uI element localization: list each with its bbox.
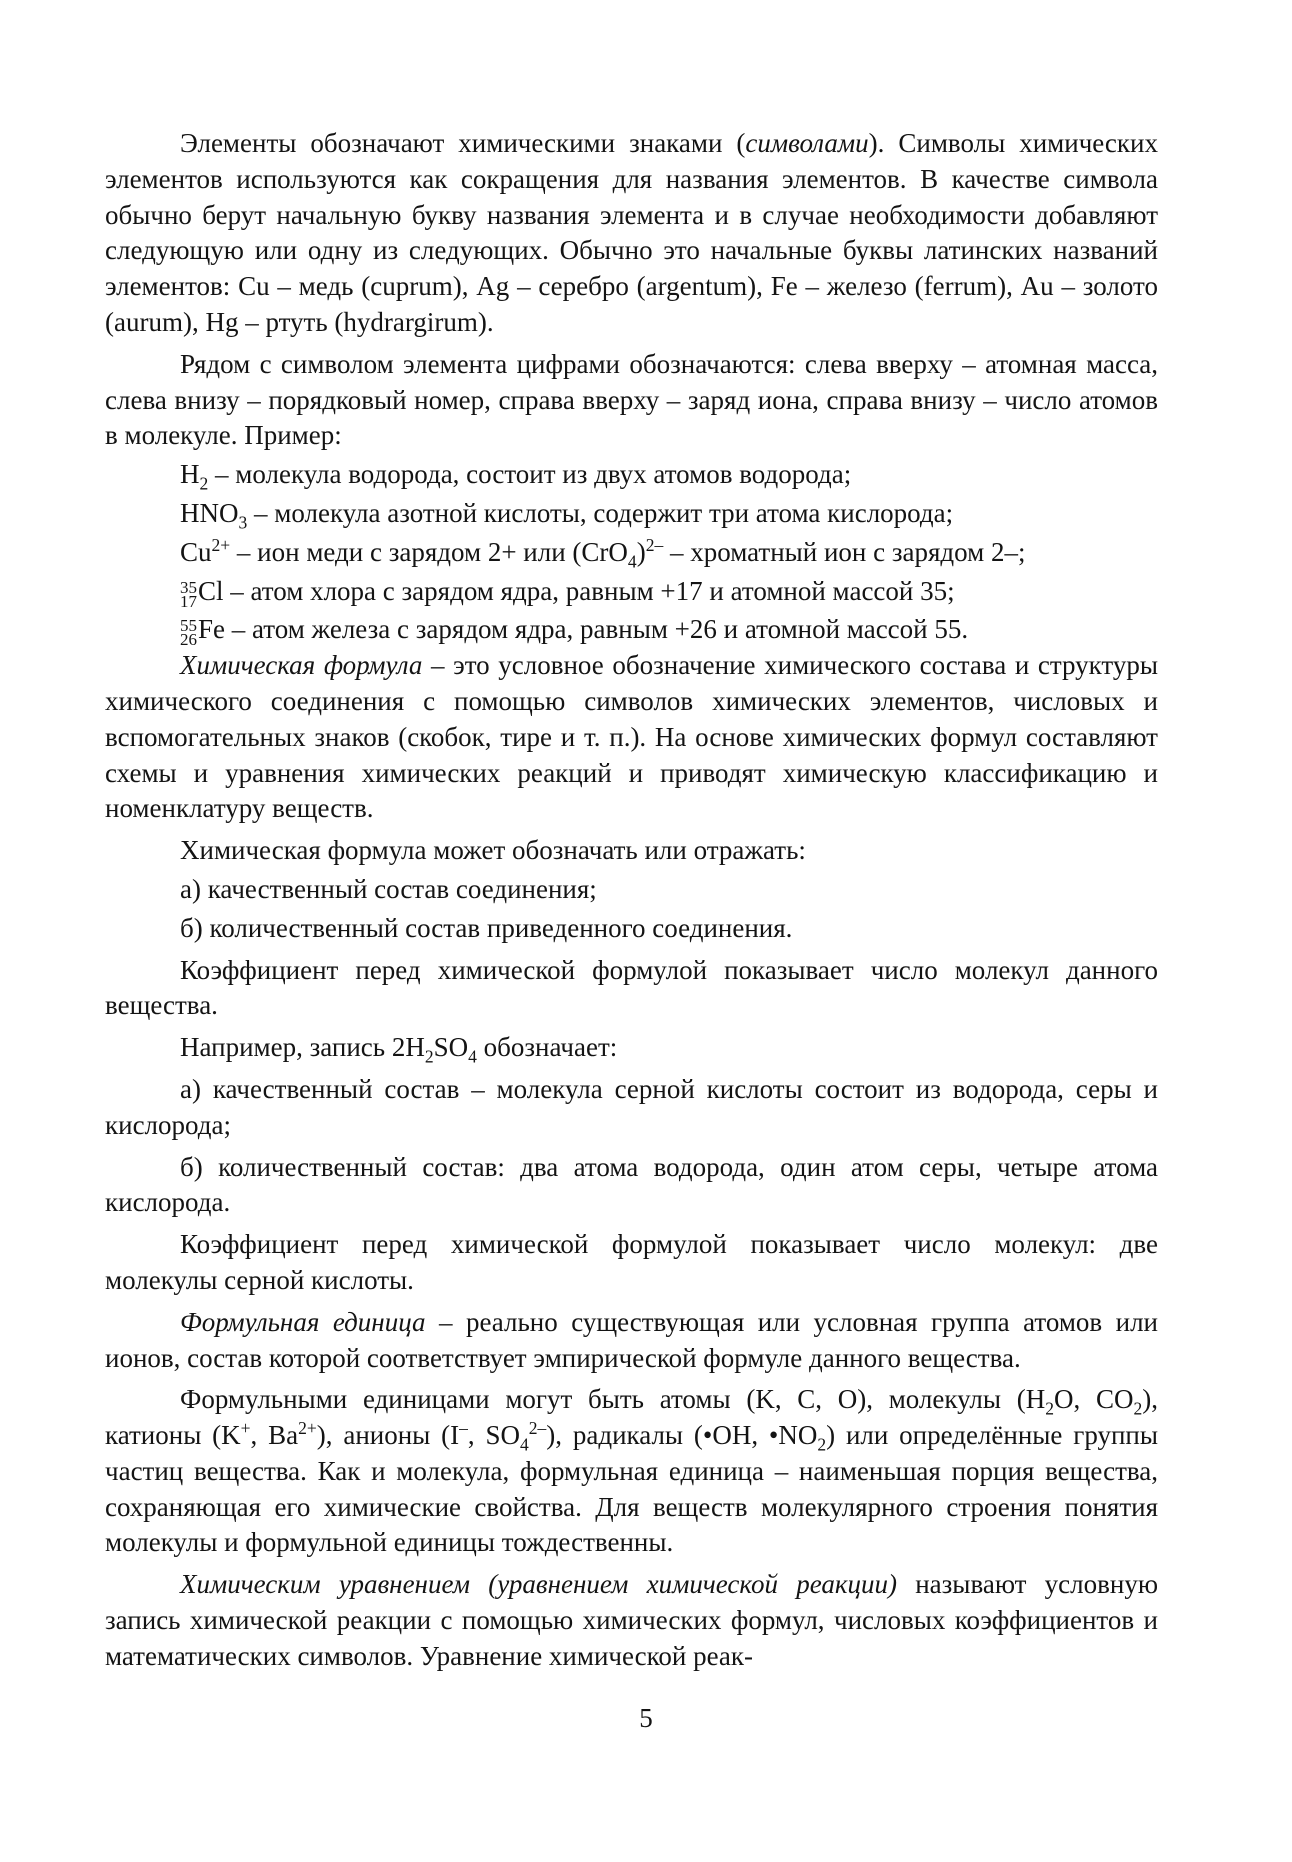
example-hno3: $HNO_3$ – молекула азотной кислоты, содержит три атома кислорода;: [180, 497, 954, 533]
page-body: [105, 126, 1158, 1675]
example-copper-ion: $Cu^{2+}$ – ион меди с зарядом 2+ или $(CrO_4)^{2-}$ – хроматный ион с зарядом 2–;: [180, 534, 1026, 572]
nuclide-notation: 55 26: [180, 616, 197, 650]
list-item-qualitative: а) качественный состав соединения;: [180, 873, 597, 904]
paragraph-formula-unit: Формульная единица – реально существующая или условная группа атомов или ионов, состав которой соответствует эмпирической формуле данного вещества.: [105, 1306, 1158, 1373]
paragraph-formula-meaning: Химическая формула может обозначать или отражать:: [180, 835, 806, 866]
paragraph-formula-unit-examples: Формульными единицами могут быть атомы (K, C, O), молекулы ($H_2O$, $CO_2$), катионы (K+, $Ba^{2+}$), анионы (I–, $SO_4^{2-}$), радикалы (•OH, $•NO_2$) или определённые группы частиц вещества. Как и молекула, формульная единица – наименьшая порция вещества, сохраняющая его химические свойства. Для веществ молекулярного строения понятия молекулы и формульной единицы тождественны.: [105, 1384, 1158, 1558]
page-number: 5: [639, 1703, 653, 1733]
paragraph-element-symbols: Элементы обозначают химическими знаками (символами). Символы химических элементов используются как сокращения для названия элементов. В качестве символа обычно берут начальную букву названия элемента и в случае необходимости добавляют следующую или одну из следующих. Обычно это начальные буквы латинских названий элементов: Cu – медь (cuprum), Ag – серебро (argentum), Fe – железо (ferrum), Au – золото (aurum), Hg – ртуть (hydrargirum).: [105, 128, 1158, 337]
paragraph-example-h2so4: Например, запись $2H_2SO_4$ обозначает:: [180, 1032, 618, 1067]
paragraph-chemical-equation: Химическим уравнением (уравнением химической реакции) называют условную запись химической реакции с помощью химических формул, числовых коэффициентов и математических символов. Уравнение химической реак-: [105, 1569, 1159, 1671]
paragraph-coefficient: Коэффициент перед химической формулой показывает число молекул данного вещества.: [105, 954, 1158, 1021]
list-item-quantitative: б) количественный состав приведенного соединения.: [180, 912, 793, 943]
list-item-h2so4-qualitative: а) качественный состав – молекула серной кислоты состоит из водорода, серы и кислорода;: [105, 1073, 1158, 1140]
example-chlorine: 35 17 Cl – атом хлора с зарядом ядра, равным +17 и атомной массой 35;: [180, 575, 955, 611]
paragraph-coefficient-example: Коэффициент перед химической формулой показывает число молекул: две молекулы серной кислоты.: [105, 1229, 1158, 1295]
nuclide-notation: 35 17: [180, 577, 197, 611]
paragraph-symbol-notation: Рядом с символом элемента цифрами обозначаются: слева вверху – атомная масса, слева внизу – порядковый номер, справа вверху – заряд иона, справа внизу – число атомов в молекуле. Пример:: [105, 348, 1158, 451]
example-iron: 55 26 Fe – атом железа с зарядом ядра, равным +26 и атомной массой 55.: [180, 614, 969, 650]
list-item-h2so4-quantitative: б) количественный состав: два атома водорода, один атом серы, четыре атома кислорода.: [105, 1151, 1158, 1218]
paragraph-chemical-formula: Химическая формула – это условное обозначение химического состава и структуры химического соединения с помощью символов химических элементов, числовых и вспомогательных знаков (скобок, тире и т. п.). На основе химических формул составляют схемы и уравнения химических реакций и приводят химическую классификацию и номенклатуру веществ.: [105, 650, 1159, 824]
example-h2: $H_2$ – молекула водорода, состоит из двух атомов водорода;: [180, 459, 852, 494]
